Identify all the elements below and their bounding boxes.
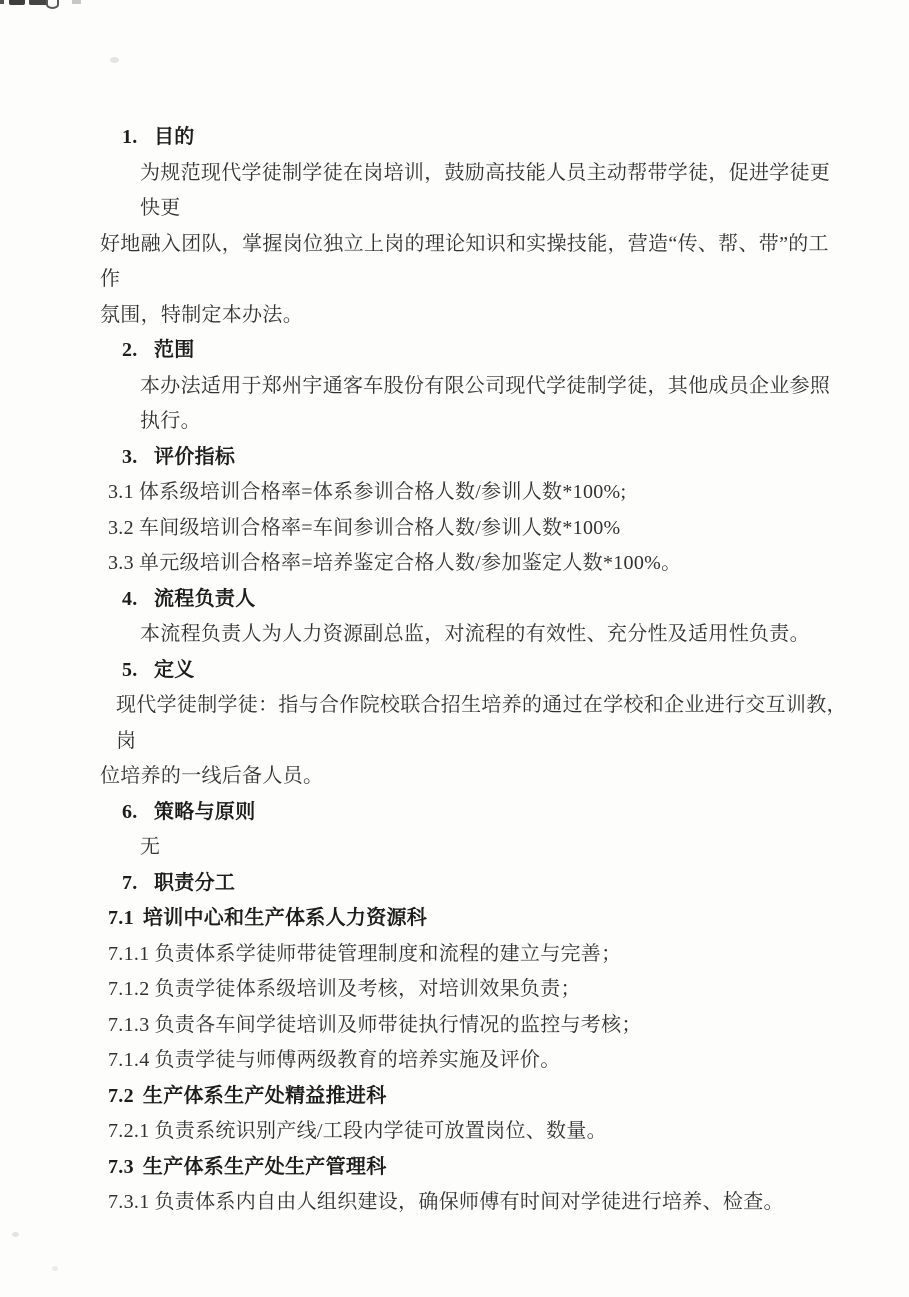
section-heading	[100, 866, 848, 902]
paragraph	[100, 830, 848, 866]
block-text: 定义	[154, 658, 195, 681]
block-text: 生产体系生产处生产管理科	[142, 1155, 387, 1178]
definition-paragraph	[100, 688, 848, 795]
block-text: 负责体系内自由人组织建设，确保师傅有时间对学徒进行培养、检查。	[154, 1191, 784, 1213]
numbered-item	[100, 546, 848, 582]
block-text: 范围	[154, 339, 195, 361]
numbered-item	[100, 1008, 848, 1044]
section-number: 6.	[122, 800, 138, 823]
section-number: 3.1	[108, 481, 134, 503]
paragraph-line: 本流程负责人为人力资源副总监，对流程的有效性、充分性及适用性负责。	[140, 623, 810, 645]
paragraph-line: 位培养的一线后备人员。	[100, 765, 324, 787]
block-text: 负责学徒体系级培训及考核，对培训效果负责；	[154, 978, 581, 1000]
sub-section-heading	[100, 1150, 848, 1186]
scan-smudge-artifact	[9, 0, 25, 5]
section-number: 3.3	[108, 552, 134, 574]
block-text: 职责分工	[154, 871, 236, 894]
block-text: 负责学徒与师傅两级教育的培养实施及评价。	[154, 1049, 561, 1071]
paragraph-line: 无	[140, 836, 161, 858]
block-text: 生产体系生产处精益推进科	[142, 1084, 387, 1107]
sub-section-heading	[100, 1079, 848, 1115]
paragraph-line: 氛围，特制定本办法。	[100, 303, 303, 326]
section-number: 1.	[122, 126, 138, 148]
section-number: 7.1	[108, 907, 134, 929]
block-text: 评价指标	[154, 445, 236, 468]
section-heading	[100, 582, 848, 618]
block-text: 策略与原则	[154, 800, 256, 823]
paragraph-line: 现代学徒制学徒：指与合作院校联合招生培养的通过在学校和企业进行交互训教，岗	[116, 694, 847, 752]
numbered-item	[100, 475, 848, 511]
section-number: 3.2	[108, 516, 134, 539]
block-text: 体系级培训合格率=体系参训合格人数/参训人数*100%;	[138, 481, 627, 503]
numbered-item	[100, 972, 848, 1008]
paragraph	[100, 617, 848, 653]
section-number: 7.3.1	[108, 1191, 150, 1213]
paragraph	[100, 369, 848, 440]
numbered-item	[100, 1043, 848, 1079]
section-number: 7.1.3	[108, 1013, 150, 1036]
block-text: 培训中心和生产体系人力资源科	[142, 907, 428, 929]
scan-speck-artifact	[52, 1266, 58, 1271]
scan-speck-artifact	[12, 1232, 19, 1237]
scan-smudge-artifact	[0, 0, 4, 4]
section-number: 7.3	[108, 1155, 134, 1178]
section-heading	[100, 440, 848, 476]
block-text: 目的	[154, 126, 195, 148]
section-number: 7.2.1	[108, 1120, 150, 1142]
numbered-item	[100, 937, 848, 973]
section-heading	[100, 653, 848, 689]
paragraph-line: 为规范现代学徒制学徒在岗培训，鼓励高技能人员主动帮带学徒，促进学徒更快更	[140, 161, 831, 219]
section-heading	[100, 333, 848, 369]
block-text: 负责各车间学徒培训及师带徒执行情况的监控与考核；	[154, 1013, 642, 1036]
section-number: 7.1.2	[108, 978, 150, 1000]
block-text: 负责体系学徒师带徒管理制度和流程的建立与完善；	[154, 942, 622, 965]
section-number: 7.1.1	[108, 942, 150, 965]
section-number: 7.1.4	[108, 1049, 150, 1071]
paragraph	[100, 156, 848, 334]
document-content	[100, 120, 848, 1221]
block-text: 单元级培训合格率=培养鉴定合格人数/参加鉴定人数*100%。	[138, 552, 682, 574]
section-number: 5.	[122, 658, 138, 681]
sub-section-heading	[100, 901, 848, 937]
paragraph-line: 好地融入团队，掌握岗位独立上岗的理论知识和实操技能，营造“传、帮、带”的工作	[100, 232, 829, 290]
scan-smudge-artifact	[46, 0, 59, 9]
numbered-item	[100, 1114, 848, 1150]
section-number: 3.	[122, 445, 138, 468]
paragraph-line: 本办法适用于郑州宇通客车股份有限公司现代学徒制学徒，其他成员企业参照执行。	[140, 374, 831, 432]
block-text: 负责系统识别产线/工段内学徒可放置岗位、数量。	[154, 1120, 607, 1142]
numbered-item	[100, 511, 848, 547]
section-heading	[100, 795, 848, 831]
section-heading	[100, 120, 848, 156]
scan-smudge-artifact	[72, 0, 81, 4]
section-number: 4.	[122, 587, 138, 610]
numbered-item	[100, 1185, 848, 1221]
section-number: 7.2	[108, 1084, 134, 1107]
block-text: 流程负责人	[154, 587, 256, 610]
block-text: 车间级培训合格率=车间参训合格人数/参训人数*100%	[138, 516, 621, 539]
section-number: 2.	[122, 339, 138, 361]
scan-speck-artifact	[110, 57, 119, 63]
section-number: 7.	[122, 871, 138, 894]
